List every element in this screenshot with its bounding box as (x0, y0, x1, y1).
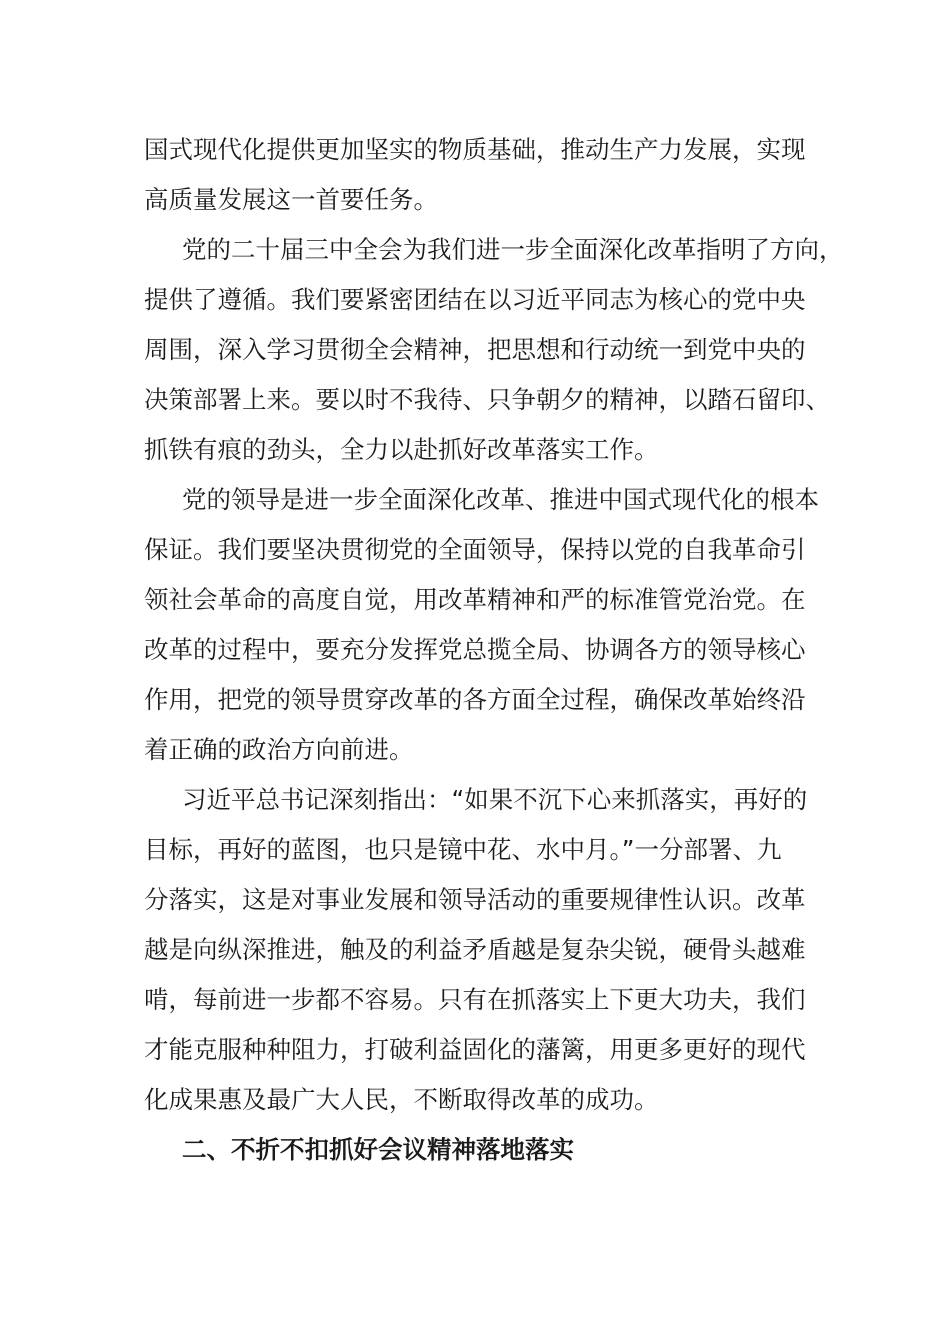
text-line: 化成果惠及最广大人民，不断取得改革的成功。 (144, 1085, 659, 1114)
text-line: 才能克服种种阻力，打破利益固化的藩篱，用更多更好的现代 (144, 1035, 806, 1064)
text-line: 提供了遵循。我们要紧密团结在以习近平同志为核心的党中央 (144, 285, 806, 314)
paragraph-start-line: 党的二十届三中全会为我们进一步全面深化改革指明了方向， (182, 235, 844, 264)
text-line: 分落实，这是对事业发展和领导活动的重要规律性认识。改革 (144, 885, 806, 914)
text-line: 高质量发展这一首要任务。 (144, 185, 438, 214)
section-heading: 二、不折不扣抓好会议精神落地落实 (182, 1135, 574, 1164)
text-line: 保证。我们要坚决贯彻党的全面领导，保持以党的自我革命引 (144, 535, 806, 564)
text-line: 抓铁有痕的劲头，全力以赴抓好改革落实工作。 (144, 435, 659, 464)
text-line: 目标，再好的蓝图，也只是镜中花、水中月。”一分部署、九 (144, 835, 782, 864)
text-line: 领社会革命的高度自觉，用改革精神和严的标准管党治党。在 (144, 585, 806, 614)
paragraph-start-line: 习近平总书记深刻指出：“如果不沉下心来抓落实，再好的 (182, 785, 808, 814)
text-line: 决策部署上来。要以时不我待、只争朝夕的精神，以踏石留印、 (144, 385, 830, 414)
paragraph-start-line: 党的领导是进一步全面深化改革、推进中国式现代化的根本 (182, 485, 819, 514)
text-line: 越是向纵深推进，触及的利益矛盾越是复杂尖锐，硬骨头越难 (144, 935, 806, 964)
text-line: 改革的过程中，要充分发挥党总揽全局、协调各方的领导核心 (144, 635, 806, 664)
text-line: 啃，每前进一步都不容易。只有在抓落实上下更大功夫，我们 (144, 985, 806, 1014)
text-line: 国式现代化提供更加坚实的物质基础，推动生产力发展，实现 (144, 135, 806, 164)
text-line: 作用，把党的领导贯穿改革的各方面全过程，确保改革始终沿 (144, 685, 806, 714)
text-line: 周围，深入学习贯彻全会精神，把思想和行动统一到党中央的 (144, 335, 806, 364)
text-line: 着正确的政治方向前进。 (144, 735, 414, 764)
